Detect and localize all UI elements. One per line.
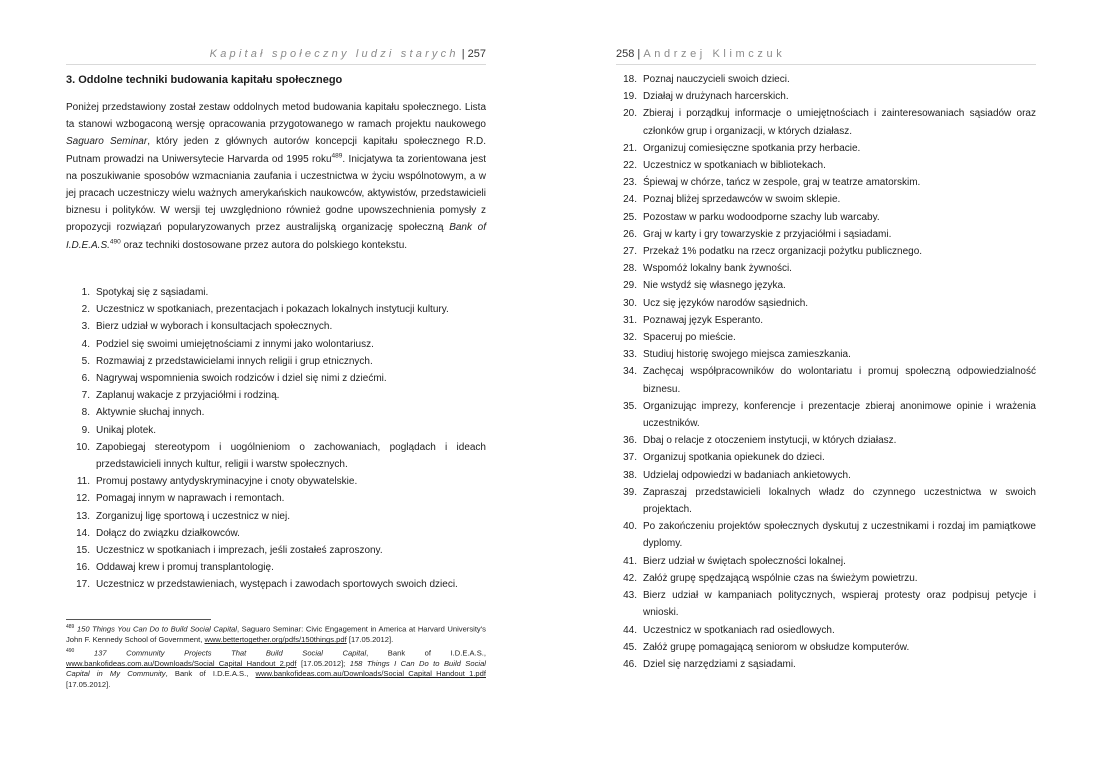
list-item [623,191,1036,208]
footnote-date: [17.05.2012]. [346,635,394,645]
list-item-number: 29. [623,280,637,292]
list-item-text: Zapraszaj przedstawicieli lokalnych władz do czynnego uczestnictwa w swoich projektach. [643,486,1036,516]
list-item-text: Bierz udział w kampaniach politycznych, wspieraj protesty oraz podpisuj petycje i wnioski. [643,590,1036,619]
list-item-text: Przekaż 1% podatku na rzecz organizacji pożytku publicznego. [643,246,923,258]
list-item-number: 7. [81,390,90,402]
list-item-number: 28. [623,263,637,275]
list-item-number: 34. [623,366,637,378]
list-item-number: 32. [623,332,637,344]
list-item [76,301,486,318]
footnote-ref-489[interactable]: 489 [331,152,343,160]
list-item-number: 19. [623,91,637,103]
footnote-mark: 490 [66,647,75,654]
list-item [623,518,1036,552]
list-item [76,404,486,421]
list-item [76,318,486,335]
list-item-number: 26. [623,228,637,240]
footnote-text: , Bank of I.D.E.A.S., [366,648,486,658]
list-item-text: Zaplanuj wakacje z przyjaciółmi i rodziną. [96,390,280,402]
left-page-header [66,46,486,65]
list-item [623,277,1036,294]
list-item-number: 2. [81,304,90,316]
list-item [76,490,486,507]
list-item-number: 24. [623,194,637,206]
list-item-number: 38. [623,469,637,481]
right-page-header [616,46,1036,65]
list-item [623,312,1036,329]
list-item-number: 41. [623,555,637,567]
list-item-number: 25. [623,211,637,223]
list-item-text: Działaj w drużynach harcerskich. [643,91,789,103]
list-item-text: Bierz udział w świętach społeczności lokalnej. [643,555,846,567]
list-item [76,439,486,473]
list-item [623,346,1036,363]
list-item-text: Dołącz do związku działkowców. [96,527,240,539]
list-item-text: Organizuj spotkania opiekunek do dzieci. [643,452,825,464]
technique-list-right [623,71,1036,673]
footnote-mark: 489 [66,624,75,630]
list-item-text: Organizuj comiesięczne spotkania przy herbacie. [643,142,861,154]
list-item-text: Graj w karty i gry towarzyskie z przyjaciółmi i sąsiadami. [643,228,892,240]
list-item-text: Poznaj bliżej sprzedawców w swoim sklepie. [643,194,841,206]
list-item-number: 1. [81,287,90,298]
list-item-text: Ucz się języków narodów sąsiednich. [643,297,809,309]
footnotes [66,619,486,691]
list-item [623,174,1036,191]
list-item-text: Po zakończeniu projektów społecznych dyskutuj z uczestnikami i rozdaj im pamiątkowe dyplomy. [643,521,1036,550]
footnote-text: , Saguaro Seminar: Civic Engagement in America at Harvard University's John F. Kennedy School of Government, [66,624,486,645]
list-item-text: Wspomóż lokalny bank żywności. [643,263,792,275]
intro-text-4: oraz techniki dostosowane przez autora do polskiego kontekstu. [120,239,408,251]
list-item-text: Promuj postawy antydyskryminacyjne i cnoty obywatelskie. [96,476,358,488]
list-item [623,88,1036,105]
list-item-number: 17. [76,579,90,591]
list-item-number: 11. [76,476,90,488]
list-item [623,363,1036,397]
list-item-number: 18. [623,74,637,85]
list-item-text: Zorganizuj ligę sportową i uczestnicz w niej. [96,510,290,522]
list-item-text: Podziel się swoimi umiejętnościami z innymi jako wolontariusz. [96,338,374,350]
saguaro-seminar-title: Saguaro Seminar [66,136,148,148]
list-item-number: 37. [623,452,637,464]
running-title: Andrzej Klimczuk [643,48,786,60]
list-item-text: Zapobiegaj stereotypom i uogólnieniom o zachowaniach, poglądach i ideach przedstawicieli innych kultur, religii i warstw społecznych. [96,441,486,471]
page-number: | 257 [461,48,486,60]
footnote-ref-490[interactable]: 490 [109,238,121,246]
list-item-number: 43. [623,590,637,602]
intro-paragraph [66,99,486,254]
footnote-489 [66,622,486,646]
footnote-link[interactable]: www.bankofideas.com.au/Downloads/Social_Capital_Handout_1.pdf [255,669,486,679]
list-item-number: 30. [623,297,637,309]
list-item [76,525,486,542]
list-item-text: Dziel się narzędziami z sąsiadami. [643,658,796,670]
list-item-number: 4. [81,338,90,350]
list-item [623,639,1036,656]
list-item-number: 14. [76,527,90,539]
list-item-number: 9. [81,424,90,436]
list-item [76,559,486,576]
list-item-number: 21. [623,142,637,154]
list-item [623,622,1036,639]
list-item-text: Studiuj historię swojego miejsca zamieszkania. [643,349,851,361]
intro-text-1: Poniżej przedstawiony został zestaw oddolnych metod budowania kapitału społecznego. Lista ta stanowi wzbogaconą wersję opracowania przygotowanego w ramach projektu naukowego [66,102,486,131]
list-item [623,209,1036,226]
list-item-text: Zbieraj i porządkuj informacje o umiejętnościach i zainteresowaniach sąsiadów oraz członków grup i organizacji, w których działasz. [643,108,1036,137]
list-item-text: Unikaj plotek. [96,424,157,436]
list-item-text: Załóż grupę pomagającą seniorom w obsłudze komputerów. [643,641,910,653]
list-item-number: 10. [76,441,90,453]
list-item-number: 44. [623,624,637,636]
footnote-rule [66,619,211,620]
list-item-number: 36. [623,435,637,447]
list-item-number: 27. [623,246,637,258]
list-item-text: Rozmawiaj z przedstawicielami innych religii i grup etnicznych. [96,355,373,367]
list-item-text: Nagrywaj wspomnienia swoich rodziców i dziel się nimi z dziećmi. [96,373,387,385]
list-item [623,243,1036,260]
list-item [76,336,486,353]
footnote-text: , Bank of I.D.E.A.S., [165,669,256,679]
footnote-link[interactable]: www.bankofideas.com.au/Downloads/Social_Capital_Handout_2.pdf [66,658,297,668]
list-item [623,398,1036,432]
list-item-number: 42. [623,572,637,584]
list-item-text: Uczestnicz w spotkaniach rad osiedlowych. [643,624,835,636]
list-item [623,105,1036,139]
list-item-number: 35. [623,400,637,412]
list-item-text: Uczestnicz w spotkaniach i imprezach, jeśli zostałeś zaproszony. [96,545,383,557]
list-item [76,422,486,439]
list-item [76,387,486,404]
list-item-number: 33. [623,349,637,361]
page-number: 258 | [616,48,641,60]
list-item-number: 40. [623,521,637,533]
list-item-text: Poznawaj język Esperanto. [643,314,764,326]
intro-text-2: , który jeden z głównych autorów koncepcji kapitału społecznego R.D. Putnam prowadzi na Uniwersytecie Harvarda od 1995 roku [66,136,487,165]
list-item [623,449,1036,466]
bank-of-ideas-title: Bank of I.D.E.A.S. [66,222,486,251]
list-item-number: 20. [623,108,637,120]
list-item [623,467,1036,484]
list-item-number: 23. [623,177,637,189]
list-item-number: 3. [81,321,90,333]
list-item [623,329,1036,346]
list-item [623,570,1036,587]
list-item-text: Udzielaj odpowiedzi w badaniach ankietowych. [643,469,851,481]
list-item [623,432,1036,449]
list-item-number: 16. [76,562,90,574]
list-item [76,370,486,387]
list-item-text: Bierz udział w wyborach i konsultacjach społecznych. [96,321,333,333]
list-item-number: 15. [76,545,90,557]
list-item-number: 39. [623,486,637,498]
section-title: 3. Oddolne techniki budowania kapitału społecznego [66,74,343,86]
right-page [616,0,1036,778]
left-page [66,0,486,778]
list-item-number: 13. [76,510,90,522]
list-item [623,553,1036,570]
list-item-number: 45. [623,641,637,653]
list-item-number: 31. [623,314,637,326]
list-item [623,295,1036,312]
list-item-number: 22. [623,160,637,172]
footnote-490 [66,646,486,691]
list-item-text: Dbaj o relacje z otoczeniem instytucji, w których działasz. [643,435,897,447]
list-item-number: 5. [81,355,90,367]
list-item-text: Organizując imprezy, konferencje i prezentacje zbieraj anonimowe opinie i wrażenia uczestników. [643,400,1036,430]
list-item [623,260,1036,277]
footnote-date: [17.05.2012]; [296,658,350,668]
list-item-text: Pomagaj innym w naprawach i remontach. [96,493,285,505]
list-item-number: 8. [81,407,90,419]
list-item-text: Nie wstydź się własnego języka. [643,280,786,292]
list-item-text: Poznaj nauczycieli swoich dzieci. [643,74,790,85]
list-item-number: 12. [76,493,90,505]
list-item [623,587,1036,621]
footnote-link[interactable]: www.bettertogether.org/pdfs/150things.pdf [204,635,347,645]
list-item-text: Śpiewaj w chórze, tańcz w zespole, graj w teatrze amatorskim. [643,177,921,189]
list-item [76,508,486,525]
list-item [76,576,486,593]
list-item [623,484,1036,518]
list-item-text: Uczestnicz w spotkaniach w bibliotekach. [643,160,826,172]
running-title: Kapitał społeczny ludzi starych [209,48,459,60]
list-item-text: Zachęcaj współpracowników do wolontariatu i promuj społeczną odpowiedzialność biznesu. [643,366,1036,395]
list-item [623,140,1036,157]
list-item [623,71,1036,88]
intro-text-3: . Inicjatywa ta zorientowana jest na poszukiwanie sposobów wzmacniania zaufania i uczestnictwa w życiu wspólnotowym, a w jej pracach uczestniczy wielu ważnych amerykańskich naukowców, aktywistów, przedstawicieli biznesu i polityków. W wersji tej uwzględniono również godne upowszechnienia pomysły z propozycji rozwiązań popularyzowanych przez australijską organizację społeczną [66,153,486,234]
list-item-text: Spaceruj po mieście. [643,332,736,344]
list-item-text: Pozostaw w parku wodoodporne szachy lub warcaby. [643,211,880,223]
list-item [623,656,1036,673]
list-item-text: Uczestnicz w spotkaniach, prezentacjach i pokazach lokalnych instytucji kultury. [96,304,449,316]
footnote-date: [17.05.2012]. [66,680,111,690]
technique-list-left [76,284,486,594]
list-item-number: 46. [623,658,637,670]
list-item-text: Uczestnicz w przedstawieniach, występach i zawodach sportowych swoich dzieci. [96,579,458,591]
list-item [76,353,486,370]
footnote-title: 150 Things You Can Do to Build Social Capital [76,624,237,634]
list-item-text: Oddawaj krew i promuj transplantologię. [96,562,274,574]
list-item [76,284,486,301]
list-item [76,542,486,559]
footnote-title: 137 Community Projects That Build Social Capital [93,648,367,658]
list-item [623,226,1036,243]
list-item [623,157,1036,174]
list-item-text: Spotykaj się z sąsiadami. [96,287,209,298]
list-item-text: Załóż grupę spędzającą wspólnie czas na świeżym powietrzu. [643,572,918,584]
list-item-text: Aktywnie słuchaj innych. [96,407,205,419]
list-item [76,473,486,490]
list-item-number: 6. [81,373,90,385]
footnote-title: 158 Things I Can Do to Build Social Capital in My Community [66,658,486,679]
